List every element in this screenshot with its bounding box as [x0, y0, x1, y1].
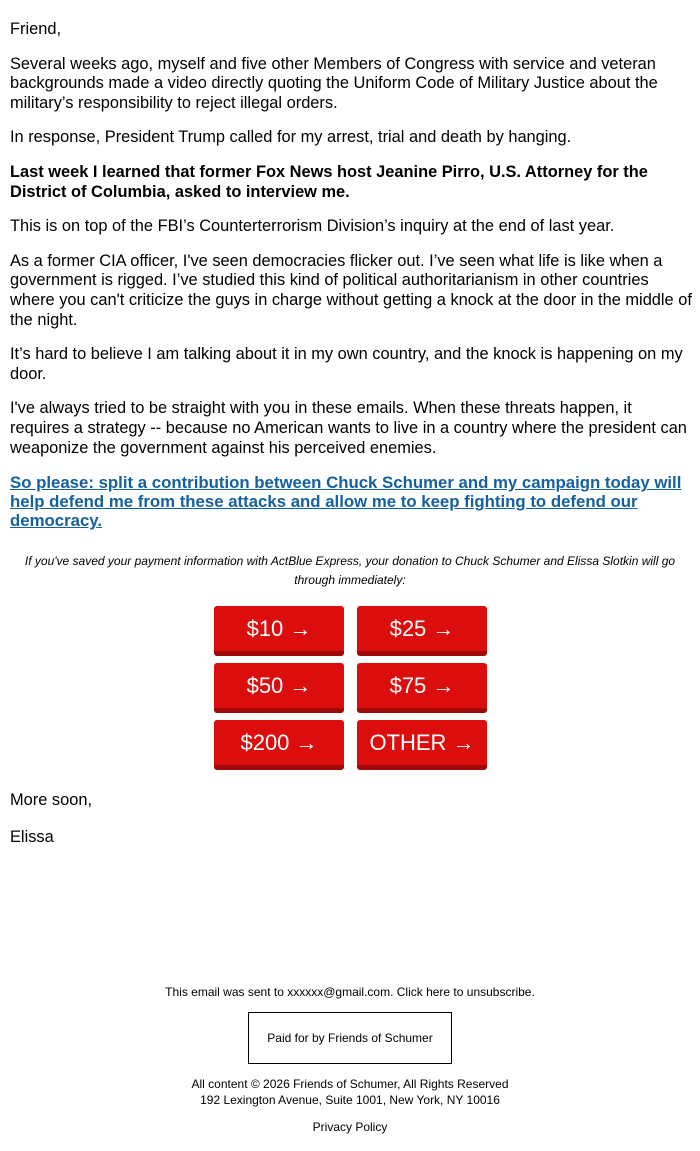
paragraph-bold: Last week I learned that former Fox News host Jeanine Pirro, U.S. Attorney for the District of Columbia, asked to interview me. [10, 162, 648, 201]
paragraph: I've always tried to be straight with you in these emails. When these threats happen, it requires a strategy -- because no American wants to live in a country where the president can weaponize the government against his perceived enemies. [10, 399, 687, 457]
paragraph: As a former CIA officer, I've seen democracies flicker out. I’ve seen what life is like when a government is rigged. I’ve studied this kind of political authoritarianism in other countries where you can't criticize the guys in charge without getting a knock at the door in the middle of the night. [10, 251, 692, 329]
paid-for-box: Paid for by Friends of Schumer [248, 1012, 452, 1064]
copyright: All content © 2026 Friends of Schumer, All Rights Reserved [191, 1077, 509, 1091]
donate-75-button[interactable]: $75 → [357, 663, 487, 713]
donate-200-button[interactable]: $200 → [214, 720, 344, 770]
actblue-note: If you've saved your payment information with ActBlue Express, your donation to Chuck Schumer and Elissa Slotkin will go through immediately: [24, 554, 676, 587]
donate-10-button[interactable]: $10 → [214, 606, 344, 656]
closing [10, 791, 92, 864]
signoff: More soon, [10, 791, 92, 809]
donate-25-button[interactable]: $25 → [357, 606, 487, 656]
donate-cta-link[interactable]: So please: split a contribution between Chuck Schumer and my campaign today will help defend me from these attacks and allow me to keep fighting to defend our democracy. [10, 473, 682, 531]
unsubscribe-text[interactable]: This email was sent to xxxxxx@gmail.com. Click here to unsubscribe. [165, 985, 535, 999]
paragraph: It’s hard to believe I am talking about it in my own country, and the knock is happening on my door. [10, 345, 683, 383]
paragraph: Several weeks ago, myself and five other Members of Congress with service and veteran backgrounds made a video directly quoting the Uniform Code of Military Justice about the military’s responsibility to reject illegal orders. [10, 54, 658, 112]
donation-buttons [214, 606, 487, 770]
privacy-policy-link[interactable]: Privacy Policy [312, 1120, 388, 1134]
email-body [10, 20, 692, 530]
signature: Elissa [10, 827, 54, 846]
address: 192 Lexington Avenue, Suite 1001, New York, NY 10016 [200, 1093, 500, 1107]
donate-50-button[interactable]: $50 → [214, 663, 344, 713]
donate-other-button[interactable]: OTHER → [357, 720, 487, 770]
paragraph: In response, President Trump called for my arrest, trial and death by hanging. [10, 128, 572, 147]
greeting: Friend, [10, 20, 62, 38]
paragraph: This is on top of the FBI’s Counterterrorism Division’s inquiry at the end of last year. [10, 217, 615, 236]
